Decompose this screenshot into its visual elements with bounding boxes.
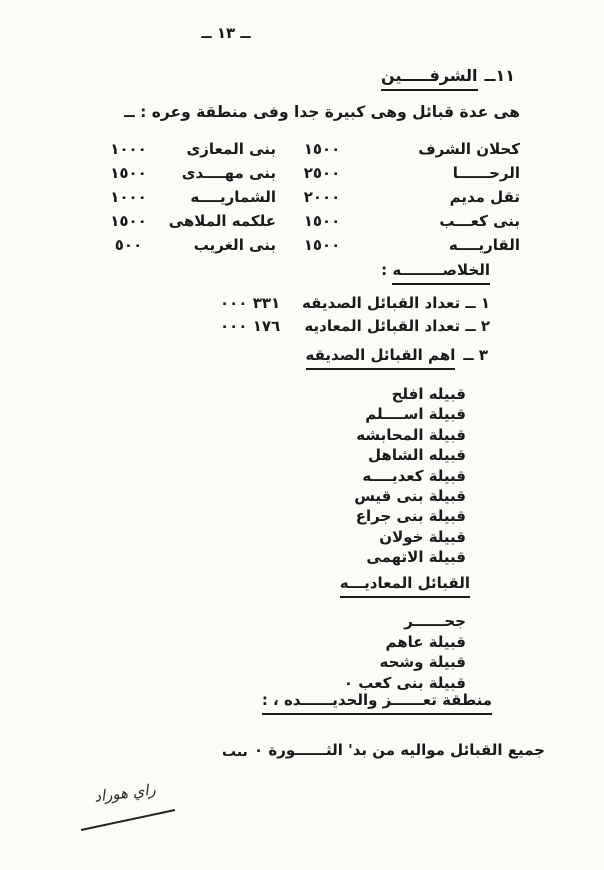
tribe-name: بنى كعـــب: [439, 212, 520, 230]
end-of-text-mark: ٮٮٮ: [222, 744, 248, 760]
list-item: قبيلة عاهم: [385, 632, 466, 651]
tribe-name: بنى مهــــدى: [181, 164, 276, 182]
tribe-name: تقل مديم: [449, 188, 520, 206]
list-item: قبيلة بنى جراع: [355, 507, 466, 526]
summary-heading-colon: :: [381, 261, 393, 279]
table-row: [106, 233, 520, 257]
list-item: جحــــــر: [404, 612, 466, 630]
hostile-tribes-heading: [340, 574, 470, 598]
friendly-tribes-heading-index: ٣ ــ: [463, 346, 488, 364]
tribe-count: ١٠٠٠: [110, 140, 147, 158]
tribes-table: [106, 137, 520, 257]
summary-heading-text: الخلاصــــــــه: [392, 261, 490, 285]
list-item: قبيلة خولان: [379, 527, 466, 546]
section-title: [381, 66, 515, 91]
list-item: قبيلة بنى قيس: [354, 487, 466, 506]
table-row: [106, 161, 520, 185]
list-item: قبيلة اســــلم: [365, 405, 466, 424]
page-number: ــ ١٣ ــ: [201, 24, 251, 42]
closing-line: جميع القبائل مواليه من بد' الثــــــورة ٠: [254, 741, 545, 759]
tribe-count: ٢٥٠٠: [303, 164, 341, 182]
tribe-count: ١٥٠٠: [110, 164, 147, 182]
tribe-count: ١٥٠٠: [303, 212, 341, 230]
summary-item-value: ١٧٦ ٠٠٠: [220, 317, 281, 335]
summary-item-label: ٢ ــ تعداد القبائل المعاديه: [304, 317, 490, 335]
tribe-count: ٢٠٠٠: [303, 188, 341, 206]
region-heading-text: منطقة تعــــــز والحديــــــده ، :: [262, 691, 492, 715]
tribe-name: الرحــــــا: [452, 164, 520, 182]
friendly-tribes-list: [354, 384, 466, 568]
list-item: قبيلة المحابشه: [356, 425, 466, 444]
table-row: [106, 137, 520, 161]
intro-line: هى عدة قبائل وهى كبيرة جدا وفى منطقة وعره : ــ: [124, 103, 520, 121]
summary-item-label: ١ ــ تعداد القبائل الصديقه: [302, 294, 490, 312]
tribe-count: ١٠٠٠: [110, 188, 147, 206]
table-row: [106, 209, 520, 233]
tribe-name: الشماريــــه: [190, 188, 276, 206]
tribe-name: كحلان الشرف: [418, 140, 520, 158]
friendly-tribes-heading-text: اهم القبائل الصديقه: [306, 346, 456, 370]
summary-heading: [381, 261, 490, 285]
table-row: [106, 185, 520, 209]
handwritten-note: راي هوراد: [93, 780, 157, 806]
tribe-count: ١٥٠٠: [303, 140, 341, 158]
section-title-text: الشرفـــــين: [381, 66, 477, 91]
friendly-tribes-heading: [306, 346, 488, 370]
tribe-name: علكمه الملاهى: [168, 212, 276, 230]
list-item: قبيلة بنى كعب ٠: [343, 673, 466, 692]
tribe-count: ١٥٠٠: [110, 212, 147, 230]
hostile-tribes-list: [344, 611, 466, 693]
summary-item: [220, 292, 490, 315]
list-item: قبيلة الاتهمى: [366, 548, 466, 567]
tribe-name: القاريــــه: [448, 236, 520, 254]
summary-list: [220, 292, 490, 338]
list-item: قبيله افلح: [391, 385, 466, 403]
list-item: قبيلة كعديــــه: [362, 466, 466, 485]
hostile-tribes-heading-text: القبائل المعاديـــه: [340, 574, 470, 598]
section-title-index: ١١ــ: [484, 66, 515, 85]
handwritten-underline: [81, 809, 175, 831]
summary-item: [220, 315, 490, 338]
tribe-count: ١٥٠٠: [303, 236, 341, 254]
region-heading: [262, 691, 492, 715]
summary-item-value: ٣٣١ ٠٠٠: [220, 294, 281, 312]
tribe-name: بنى الغريب: [193, 236, 276, 254]
tribe-name: بنى المعازى: [186, 140, 276, 158]
tribe-count: ٥٠٠: [114, 236, 143, 254]
list-item: قبيله الشاهل: [368, 446, 466, 465]
list-item: قبيلة وشحه: [379, 653, 466, 671]
